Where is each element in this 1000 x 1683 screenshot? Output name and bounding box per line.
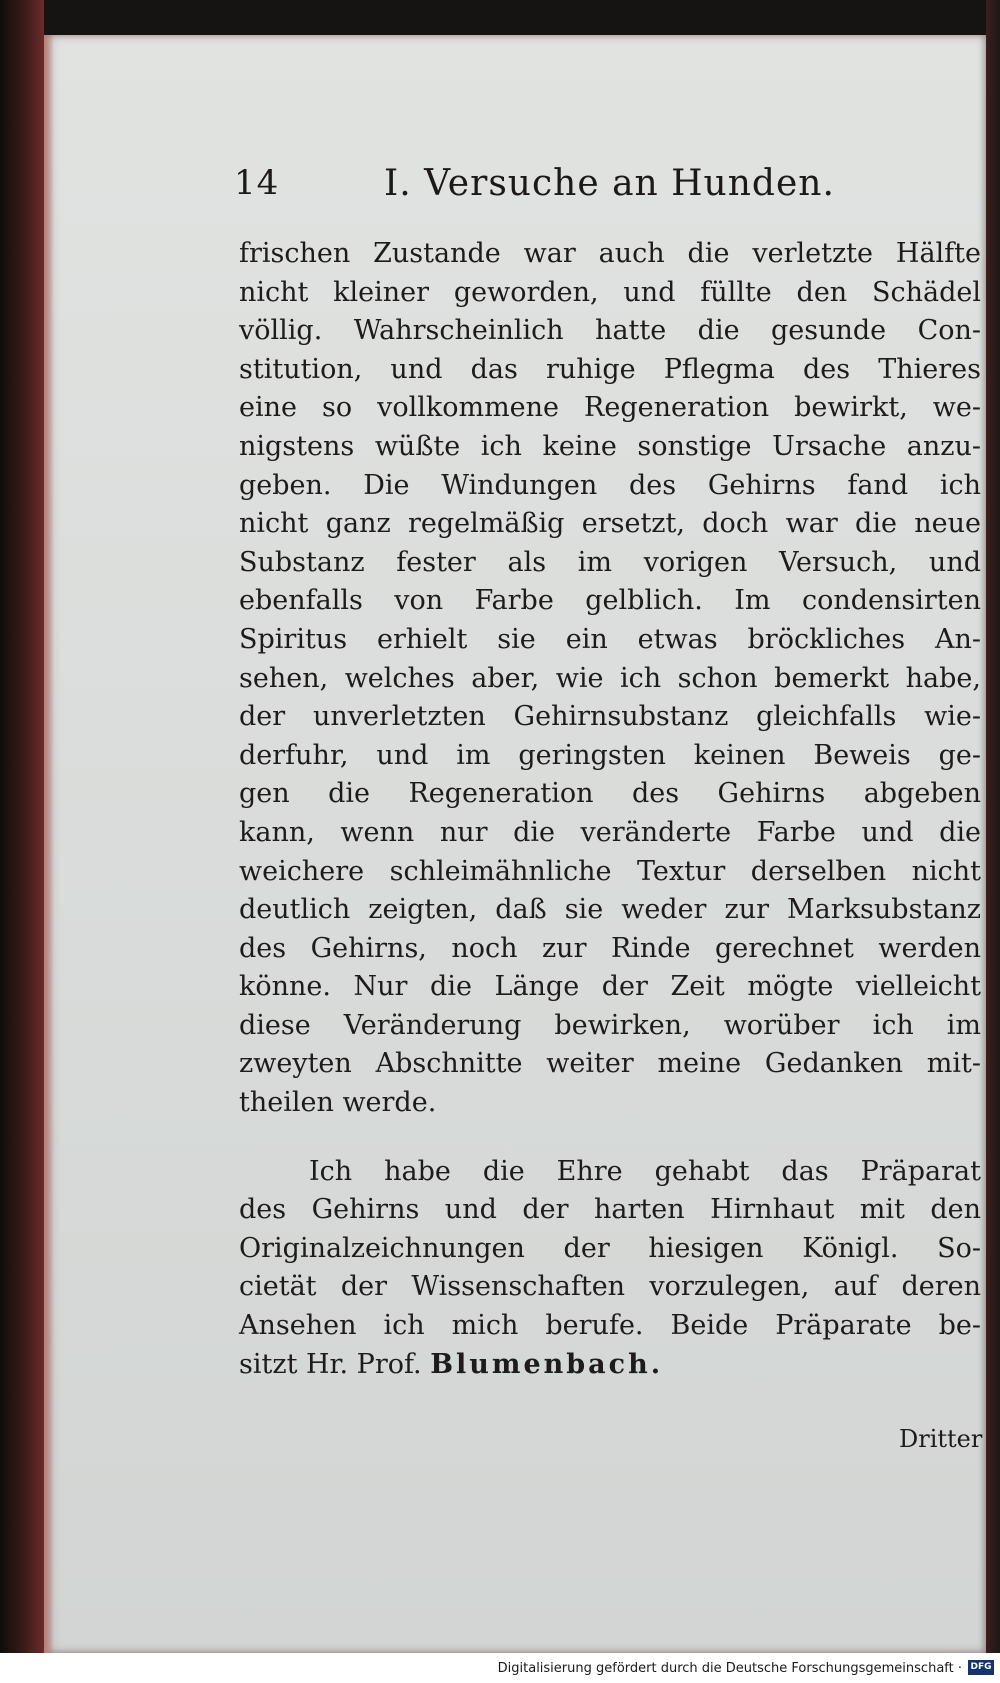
text-line: weichere schleimähnliche Textur derselben nicht xyxy=(239,855,981,887)
text-line: völlig. Wahrscheinlich hatte die gesunde Con- xyxy=(239,315,981,347)
text-line: Spiritus erhielt sie ein etwas bröckliches An- xyxy=(239,623,981,655)
body-text xyxy=(239,235,981,1384)
text-line: derfuhr, und im geringsten keinen Beweis ge- xyxy=(239,739,981,771)
text-line: eine so vollkommene Regeneration bewirkt, we- xyxy=(239,392,981,424)
footer-credit: Digitalisierung gefördert durch die Deutsche Forschungsgemeinschaft · xyxy=(497,1661,962,1676)
text-line: Ich habe die Ehre gehabt das Präparat xyxy=(309,1155,981,1187)
author-name-blumenbach: Blumenbach. xyxy=(430,1348,664,1380)
text-line: stitution, und das ruhige Pflegma des Thieres xyxy=(239,353,981,385)
page-number: 14 xyxy=(234,163,280,203)
text-line: nicht kleiner geworden, und füllte den Schädel xyxy=(239,276,981,308)
text-line: frischen Zustande war auch die verletzte Hälfte xyxy=(239,238,981,269)
page-header xyxy=(44,163,986,223)
text-line: des Gehirns, noch zur Rinde gerechnet werden xyxy=(239,932,981,964)
text-line: nigstens wüßte ich keine sonstige Ursache anzu- xyxy=(239,430,981,462)
text-line: geben. Die Windungen des Gehirns fand ich xyxy=(239,469,981,501)
paragraph-gap xyxy=(239,1123,981,1153)
text-line: sehen, welches aber, wie ich schon bemerkt habe, xyxy=(239,662,981,694)
text-line: diese Veränderung bewirken, worüber ich im xyxy=(239,1009,981,1041)
text-line: kann, wenn nur die veränderte Farbe und die xyxy=(239,816,981,848)
text-line: gen die Regeneration des Gehirns abgeben xyxy=(239,778,981,810)
dfg-logo-icon: DFG xyxy=(968,1660,994,1675)
running-head: I. Versuche an Hunden. xyxy=(384,163,835,204)
text-line: des Gehirns und der harten Hirnhaut mit den xyxy=(239,1194,981,1226)
text-line: Ansehen ich mich berufe. Beide Präparate be- xyxy=(239,1310,981,1342)
text-line: der unverletzten Gehirnsubstanz gleichfalls wie- xyxy=(239,701,981,733)
text-line: ebenfalls von Farbe gelblich. Im condensirten xyxy=(239,585,981,617)
text-line: cietät der Wissenschaften vorzulegen, auf deren xyxy=(239,1271,981,1303)
text-line: nicht ganz regelmäßig ersetzt, doch war die neue xyxy=(239,508,981,540)
text-line-final xyxy=(239,1346,981,1385)
text-line: Originalzeichnungen der hiesigen Königl. So- xyxy=(239,1232,981,1264)
text-line: theilen werde. xyxy=(239,1087,437,1119)
book-page xyxy=(44,35,986,1653)
text-line: deutlich zeigten, daß sie weder zur Marksubstanz xyxy=(239,894,981,926)
page-gutter-shadow xyxy=(44,35,54,1653)
book-binding-edge xyxy=(0,0,44,1683)
text-line: könne. Nur die Länge der Zeit mögte vielleicht xyxy=(239,971,981,1003)
catchword: Dritter xyxy=(899,1425,983,1453)
text-line: zweyten Abschnitte weiter meine Gedanken mit- xyxy=(239,1048,981,1080)
book-cover-edge xyxy=(986,0,1000,1683)
text-line: Substanz fester als im vorigen Versuch, und xyxy=(239,546,981,578)
text-line-final-prefix: sitzt Hr. Prof. xyxy=(239,1348,431,1380)
digitization-footer xyxy=(0,1653,1000,1683)
